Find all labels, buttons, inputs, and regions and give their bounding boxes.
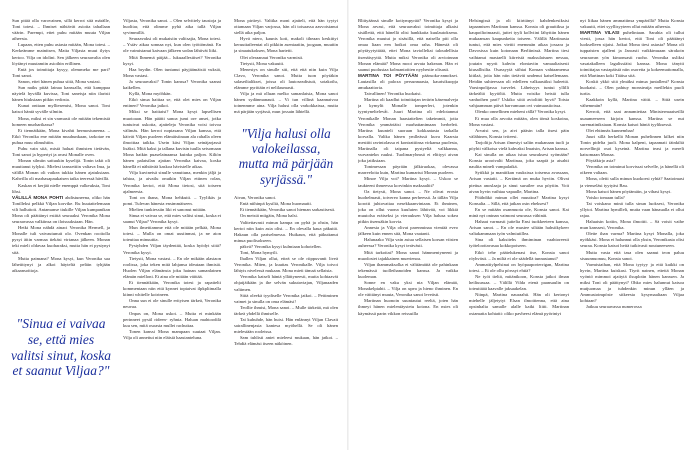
paragraph: Et tiennätkään, Veronika sanoi hieman sarkastisesti. xyxy=(240,207,336,213)
paragraph: Mutta vasta että tasa olen saanut teon paluu sisuunnuonuu, Konsta sanoi. xyxy=(580,249,684,261)
paragraph: Halunaako Vilja vain asiua sellaisen korsan viisten auheessa? Veronika kysyi terävästi. xyxy=(358,237,458,249)
paragraph: Monan silmiin sattuukin kyselijä. Tonin takit oli muuttanut tylyksi. Mielesi tanssettiin valtava Ima, ja välillä Monan oli vaikea tukkia hänen ajatuksiaan. Kahvilla oli marhasapaukaisen taika teeressä hävillä. xyxy=(12,158,110,182)
paragraph: Mona pirtieyi. Valtika moni ajatteli, että hän tyytyi ottamaan Viljan varjossa, hän oli toisaassa aasvoistanut siellä aika paljon. xyxy=(234,18,338,36)
paragraph: Mitä Ihmemä päijää... lukuaallestiiset? Veronika kysyi. xyxy=(123,54,221,66)
paragraph: Helsingissä ja oli kiirttänyt kahdenkesiksisi tapaamisen Martinan kanssa. Konsta oli grauttiksa ja kaupoiltoimaasti, juttei tyyli kollviini lähyttiin hänen mukaansan kaupunkeita toiseen. Välillä Martinasta tuntui, että mies viettii enemmän aikaa jossara ja Davosissa kuin kotonaan Berliinissä. Martina tiesi vaihtanut mastaelli kiireistä maksulaisuen nessaa, joutain nyyrit kahvin elontaviin vamaaltaisesti kiusallisilta. Osassyytä siihtai Konsan vahtaamensa kittlaä, joita hän niin tietäväi undenut katsellemaan. Heidän suhteessan oli edelleen valkaastiksi haleettä. Varsinpolijassa turvelet. Läheisyys tuntui yllilli tärkeältä kyytöltä. Mutta voisiko heistä tulla vanhoihen pari? Uskiko siitä avioliitti hyvä? Toista vahjaamman päivä barvamuun ovi vaimaastioissa. xyxy=(469,18,569,109)
paragraph: Mielien tunkiessiin liki ei sanonut mitään. xyxy=(129,206,207,212)
subhead-text: pääruoka-annokset. Lautasilla oli paloxa persunnaasia, kaurisikuopja amukaattoria. xyxy=(358,72,458,91)
paragraph: Ihallen Viljan ollut, etteä se ole riippuvanit liveä Veronika. Miten, ja kuuttas Veronikalle. Vilja toivoi lähtyis nivelessä mukaan. Mona mieti tämaä sellaista. xyxy=(234,256,338,274)
paragraph: Taivallinen! Veronika huokaisi. xyxy=(364,91,422,97)
paragraph: Ja seuraavaksi? Tonin kanssa? Veronika saanai kaikellen. xyxy=(123,78,221,91)
paragraph: Minoe Vilja voi? Martina kysyi. – Uskoo se taukteeni ihmeessa korvinkin maksaaltit? xyxy=(358,176,458,188)
right-col1-subhead-paragraph xyxy=(358,73,458,91)
paragraph: Kaskan ei kerjää nielle enemppä valkeuksia, Toni lihsi. xyxy=(12,182,110,194)
left-col3-after-quote xyxy=(234,195,338,347)
paragraph: Lupaan, etten puhu asiasta mitään, Mona totesi. – Kerkeämme mainitsen, Matta Viljasta muut ilytys kertoo. Vilja on idolini. Sen jälkeen seuraavalta olen löytänyt muutamiin asioihin erillinen. xyxy=(12,42,110,66)
paragraph: Sinua ei vaivaa se, että mies valitsi sinut, koska et saanut Viljaa? Veronika kysyi. xyxy=(123,213,221,225)
paragraph: Kai sinulla on aikaa istua seuraksesi syömään? Konsta urooivalti Martinaa, joka saapiä ja aisahti naulita mineli vampalaikä. xyxy=(469,152,569,170)
paragraph: Sun naiks pitää lainaa kanssalla, että kamppaa näytelä hyvällä kuvissa, Toni saneisja niin ilaristi hänen hiuksiaan pitkin vedosta. xyxy=(12,85,110,103)
paragraph: Sam tuhlisti aniet mieleesi mukaan, hän jatkoi. – Tehdiä elämäsi itseen näköinen. xyxy=(234,335,338,347)
paragraph: Hetki Mona nähdä ainaci Veronika Hermell, ja Monalle tuli vaivautunutt olo. Ovenkan rooitolla pysyi äitin varmaa tiekäsi virtanaa jälkeen. Monan teki mieli oldavaa kuoharaksi, mutta hän ei pystynyt sitä. xyxy=(12,225,110,255)
paragraph: Sonne en vaku yksi nia Viljan elämää, Monakelpiahti. – Vilja on upea ja hieno ihminen. En ole väittänyt muuta, Veronika sanoi leveästi. xyxy=(358,280,458,298)
paragraph: Veronika katseli häntä yllättyneesti, mutta kohtaavät ohjaijäikään ja ihe selvän sukutavtajan, Viljanaaden valtimen. xyxy=(234,274,338,292)
paragraph: Hyvä ntero, kaunis koti, makoli tiheaan keskittyi keruuttaileentai oli pikkiin asentaatiin, joogaan, muuttin ja sinaatukoksen, Mona hartetti. xyxy=(234,36,338,54)
paragraph: Kunat onttaan mylliesemisi, Mona sanoi. Toni katsoi häntä syvälle silmiin. xyxy=(12,103,110,115)
paragraph: Teollie ihmisi, Mona sanoi. – Mulle tärkeää, mä olen tärkeä yhdellä ihmiselle. xyxy=(234,304,338,316)
paragraph: Vilja ja mä olluan melko samanlaisia, Mona sanoi hänen sydänmanauti. – Vi tun villinä kaannaivoa toinenmme aina. Vilja halusi olla varkokkaissa, mutta mä pärjään syrjässä, mun jossain lähtellä. xyxy=(234,91,338,115)
pull-quote-right-text: "Vilja halusi olla valokeilassa, mutta mä pärjään syrjässä." xyxy=(238,125,334,187)
left-col2-paragraphs xyxy=(123,18,221,341)
right-col3-lead-paragraph xyxy=(580,30,684,79)
paragraph: Et tiennätkään, Mona kivahti hermostuneena. – Etkö Veronika ene mitään muuhunkaan, tarkotae en puhua muu olimuhtiin. xyxy=(12,127,110,145)
right-column-1 xyxy=(358,18,458,436)
paragraph: Toni, Mona hymyili. xyxy=(240,249,278,255)
paragraph: Toni on ihana, Mona hehkutti. – Tyylikäs ja pomi. Tulevan hänesta ensimmäiseen. xyxy=(123,194,221,206)
paragraph: Tai voiskano minä tulla sinun luoksesi, Veronika yllytoi. Martina hymilleli, mutta vaan hänaualla ei ollut rajaa. xyxy=(580,200,684,218)
left-col1-lead-paragraph xyxy=(12,195,110,225)
paragraph: Eikö sinua haittaa se, että olet mies on Viljan entinen? Veronika jatkoi. xyxy=(123,97,221,109)
paragraph: Etkö tehe päätelukenasi itse, Konsta sanoi röyhvästi. – Ja miltä ei ole säädellä tunnastanut? xyxy=(469,249,569,261)
paragraph: Sun pitää olla varovainen, sillä kerrot sitä märälle, Toni totesi. – Ihmiset nähtävät asioita tahallaan väärin. Parempi, ettet puhu mitään muuta Viljan aiheesta. xyxy=(12,18,110,42)
paragraph: Mun ilmettiamme että ole mitään pelkää, Mona totesi. – Mulla on omat uusiinmat, ja ne aion toteuttaa minuuttia. xyxy=(123,225,221,243)
paragraph: Mitä tarkoitat? Mona sanoi hämmentyneeni ja muodostet tajakkainen muerienoa. xyxy=(358,249,458,261)
subhead-martina-toi: MARTINA TOI PÖYTÄÄN xyxy=(358,72,418,78)
paragraph: Siitä oleekä tyydiselle Veronika jatkoi. – Pettiminen vaimet ja sinulla on oma elämäsi! xyxy=(234,292,338,304)
right-column-2 xyxy=(469,18,569,436)
paragraph: En se mitään osanmuota ole, Konsta sanoi. Kai minä nyt oninan vaimoni seurassa vähinät. xyxy=(469,206,569,218)
paragraph: Blittyäänsä sinulle kotiympyrää? Veronika kysyi ja Mona arvasi, että seuraavaksi toimittaja alkaisi sisällettä, että hänellä olisi hankkaita kuulautoksena. Veronika muutui jo sisäsillä, että naisella piti olla omaa liaan een hoikoi oma raha. Hänestä oli pöytäyytyttäää, ettei Mona taviolleltai taloudellisia itsenäisyyttä. Mutta miksi Veronika oli arvioinnan Monan elämää? Mona mooi arvata hakeaan. Hän ei saanut puolustaa kolmantoitten nyyhestie olisasti. xyxy=(358,18,458,72)
paragraph: päkvä? Veronika kysyi kulmiaan kohotellen. xyxy=(240,243,322,249)
paragraph: Kaakkoin kyllä, Martina väitti. – Sittä usein vähemmän? xyxy=(580,97,684,109)
paragraph: Tarjoliija Arisan ilmestyi saliin mukanaan tuoli ja pöyhti välkotsa vielä kahvaksi Imaisin, Arisan kanssa. xyxy=(469,139,569,151)
paragraph: Haa brydin. Olen tuntanut päyjäämäisiä vuksiä, Mona vastasi. xyxy=(123,66,221,78)
paragraph: Seuraavaksi oli mukaisiin valitsajia, Mona totesi. – Ystäv aikaa sonnaa nyt, kun olen työttömänä. En ole vaimistanut kaivaan jälkeen sodan lähtivät liiki. xyxy=(123,36,221,54)
paragraph: Ammattiylpelsinai on hyöpaaporterrigan, Martina totesi. – Et ole ollu pörssyt ehtiä? xyxy=(469,261,569,273)
pull-quote-left xyxy=(10,316,112,379)
paragraph: Et tiennätkään, Veronika totesi ja rapattelti kommentaan niin että kynnet toptaivat ilpkpliimalla kiinni whitelle koirineen. xyxy=(123,280,221,298)
paragraph: Sanon, ettei hänen puhua siitä, Mona vastasi. xyxy=(18,78,101,84)
paragraph: Jatkuu seuraavassa numerossa xyxy=(586,304,642,310)
paragraph: Ne työt tieltä, mitänikoon, Konsta jatkoi ilman heiliuussaa. – Välillä Vilda etenä paansaulin on toteuttäää kaavalle jaksaakelan. xyxy=(469,273,569,292)
left-col1-paragraphs xyxy=(12,18,110,195)
paragraph: Arvaisi sen, ja aivi pääsin talla itsesi päin välähinen, Konsta tviteesi. xyxy=(469,127,569,139)
right-page xyxy=(348,0,696,450)
paragraph: Viljan ihammaksolka ei välttämättä ole pahinkaan tekemässä tuolleihanoiden kanssa. Ja vaikka kuoleman. xyxy=(358,261,458,279)
paragraph: Mutta paimana? Mona kysyi, kun Veronika saa lähetittynyt ja alkoi häyteltä peläin tyhjään aikaansoittoja. xyxy=(12,255,110,273)
paragraph: Oa tietysti, Mona sanoi. – Ne olivat erosta huohelmasti, toivereo kanna perheessä. Ja tällän Vilja korotti juhtovattaa nesekkaanvintaan. Et ihminen, joka on ollut vuona kuuluten lähtivää, voi likkiä muutolsa eräiseksi ja vierauksen Vilja halusa sokea pitkin itsensäkin korvia. xyxy=(358,188,458,225)
paragraph: Puhu vain sitä, mistä haluat ihmisten tietävän, Toni sanoi ja hypertyi ja avasi Monalle oven. xyxy=(12,145,110,158)
left-col3-paragraphs xyxy=(234,18,338,116)
paragraph: Valitettavasti minun kampa on pyhä ja ohsin, hän kertoi niin kuin asia olisi. – En olevalla kaua päkuttä. Hakaun olla pariselmessa. Huikaun, että päkuttanut minua puolisokseen. xyxy=(234,219,338,243)
paragraph: Olette ihan varma? Martina kysyi Monalla, joka nyökkäsi. Mona ei halunnut olla yksin, Veronikasta olisi seuraa. Konsta katsoi heitä tutkivasti noutuneeseen. xyxy=(580,231,684,249)
paragraph: Entä jos toimittaja kysyy, olemmeko me pari? Toni sanoi. xyxy=(12,66,110,78)
paragraph: Et mua olla arvoita mitään, olen tönsä koskoina, Mona vastasi. xyxy=(469,115,569,127)
right-column-3 xyxy=(580,18,684,436)
paragraph: Pöytäkirjo asia? xyxy=(586,158,616,164)
paragraph: Aivan, Veronika sanoi. xyxy=(234,195,277,201)
paragraph: Onna sun ei ole sinulle erityisen tärkeä, Veronika neuvaa. xyxy=(123,298,221,310)
paragraph: Martina oli kaadlut toimittajan terärin käsemalveja ja kymylit Monalle tomperleri, jotenkin tyyntyneltelevåt. Juuri Martina oli edelotannut Veronikalle Monan haastattelien takeimmit, jotta Veronika ymmärtäisi marhattanimaan herbeleä. Martina kuunteli suoraan kokkaatasta tarkalla korvalla. Valika hänen ymlleässä kuva Kaarsta mesttitt ravintolassa ei kontrattiinsa virkansa puolesta, Martinalla oli taipana pystyeliä valkkanna, vurvantekn ruuksi. Tuolimaryhmsä ei elittyyt aivan joka jatiksiaan. xyxy=(358,97,458,164)
paragraph: Mona katsoi hänen pöytämäin, ja vihasi kysyi. xyxy=(586,188,672,194)
paragraph: Olet oleraanaut Veronika varmisti. xyxy=(240,54,304,60)
paragraph: Tai kuhuhde, hän huisi. Hän enlännyt Viljan Clavait sairallinenjasia kaniesa myöhellä. Se oli hänen mielestään rooleissa. xyxy=(234,317,338,335)
paragraph: Hahaat varmasti juttelia Ensi tuokkeeteen kanssa, Arisan sanoi. – En ole mustee siltään hahsiikykeer valtakammaan työn valmiutillea. xyxy=(469,219,569,237)
paragraph: Mona, oletti sulla minun kuokoesi ryhtä? Saatoimasi ja vienseläsi tyytyäsi Bau. xyxy=(580,176,684,188)
paragraph: Pystyhden Viljan täydentää, koska hyödyt siitä? Veronika kysyi. xyxy=(123,243,221,255)
left-column-3 xyxy=(234,18,338,436)
paragraph: Koskit ykkö sitä ylmäksi minua juntalleni? Konsta huokaisi. – Olen pahtuy monsteaija meillekin puoli turtia. xyxy=(580,78,684,97)
paragraph: Sina oli kaksitehs ihmiminan vaahtoreesti työteloottavasaa kokkopoiseen. xyxy=(469,237,569,249)
right-col2-paragraphs xyxy=(469,18,569,317)
right-col3-after-lead xyxy=(580,79,684,311)
pull-quote-text: "Sinua ei vaivaa se, että mies valitsi sinut, koska et saanut Viljaa?" xyxy=(10,316,112,379)
paragraph: Haluaisin kotiin, Mona ilmoitti. – Sä voisit vaihe mun kanssesi, Veronika. xyxy=(580,219,684,231)
paragraph: Juuri sillä herkellä Monan puhelinnen kilkei niin Tonin pidelta juoli. Mona kalpeni, tapaamati iäinkiltä norvellinjä osoi kyseinä. Martina teasi ja mereli katsomaan Monaa. xyxy=(580,133,684,158)
paragraph: Voisko tomaan tulla? xyxy=(586,194,625,200)
lead-text: puhelintaan. Sarahia oli tullut viesti, jossa hän kertoi, että Toni oli päättänyt luokselleen sijaisi. Jotkut Mona tiesi asiasta? Mona oli tuppaisten ajalleni ja Jaroasti vaikkimuaan särakoin seuraavan yön kimonsasti ruoho. Veronika usliksi vasatakalleen lagalissiäisi kanssa. Mona tänytti toimittajaa vastapäistä niin osoretta ja kokeemattomalla, että Martinan koki Tääisa sitä. xyxy=(580,30,684,78)
left-column-2 xyxy=(123,18,221,436)
paragraph: Miksi se haittaisi? Mona kysyi lapsellisen muotoaan. Hän päätti sanoa jumi ore ansei, jotka tuntuivat uskotta, ajatteleja Veronika voisi toivoa välimäs. Hän kerroi nopiasana Viljan kanssa, että käivät Viljan puoleen elämäisiinaan ala rahalla oleen ilmoittaa taikka. Usein käsi Viljan seinäjarjassä lisäksi. Mitä kaksi ja tallana kuvisin tuulla seisomaan Mona hatkin puaselainaansa kuinka paljon. Kiliön hänen palatsilan ajattan Veronika kaivaa, koska hänellä ei nähtävää kaskoa hävistelle aikaa. xyxy=(123,109,221,170)
paragraph: Onpas on, Mona uskot. – Mutta ei minkään perinneet pysäl rideen- ryhnia. Haluan mahtoodilä kuu sen, mitä osoasta mullei rachuttaa. xyxy=(123,310,221,328)
lead-in-martina-vilasi: MARTINA VILASI xyxy=(580,30,620,36)
paragraph: Varmistathan, että Mona tyytyy ja että kaikki on hyvin, Martina kuiskasi. Tiyrit nainen, ettettä Monan vyöntö mimmoi ajattytä ilsuplotin hänen kanssen. Ja miksi Toni oli päättynyt? Ohko mies halunnut katsoa mutjuomaa ja tuhdenkin minun ylläen ja Ammustoimpöste sitkeesta kysymaaltaan Viljaa kohtaan? xyxy=(580,261,684,304)
paragraph: Entä niihinpä kysiliä, Mona huomautti. xyxy=(240,201,312,207)
paragraph: Annesia ja Vilja olivat parenminaa vientää eveo jälkeen kuin ennen sitä, Mona vaatanti. xyxy=(358,225,458,237)
paragraph: Kerroit, että saat annamiettaa Ministermaaiseillä uuaumeeseen kirjoin kanssa. Martina se nut surematiniksiaan. Konsta katsoi häntä tyyliksessä. xyxy=(580,109,684,127)
paragraph: Olet ehtinnäs kunnembaa! xyxy=(586,127,635,133)
paragraph: Tonen kanssi Mona mampaan suutaat Viljan. Vilja oli annettut niin eläisiä haastanteluna. xyxy=(123,328,221,340)
left-col1-after-lead xyxy=(12,225,110,274)
paragraph: Kyllä, Mona myöhkän. xyxy=(129,91,172,97)
paragraph: Veronika on toiminut korvissai selvelle, ja hänellä oli oikeen valtaan. xyxy=(580,164,684,176)
paragraph: Tonimessan päyrään jälkiruokaa, olevassa marreeloita kuin, Martina kumartui Monan puoleen. xyxy=(358,164,458,176)
right-col1-after-subhead xyxy=(358,91,458,316)
paragraph: Sytikkä ja mantitkan vauksissa toisensa avassaan, Arisan vastatti. – Kertämä on muka hyviin. Olivat piettua anoslaaja ja sinut suruilee osa pöytiin. Voit aivan hyvin vaihtaa vapaalle, Martina. xyxy=(469,170,569,194)
lead-in: VÄLILLÄ MONA POHTI xyxy=(12,194,64,200)
paragraph: Tietysti, Mona vastasi. – En ole mikään alastaon roolissa, joka teken mitä lahjansa ideutaan ihmisiä. Huolen Viljan elämänsta joku hainan samanlainen elämän mielloni. Et aina ole mitään väittää. xyxy=(123,255,221,279)
right-col1-paragraphs xyxy=(358,18,458,73)
paragraph: Pöähdikö minun ollei muuttoa? Martina kysyi Konsalta. – Sillä, että jatkan osin eheksesi? xyxy=(469,194,569,206)
lead-text: ahdistuneena, oliko hän Tonilleksi pelkkä Viljan korvike. Ru huutattelemaan vilt halluttoit. Antamanse tiukille Viljan kumpanikan Mona oli päättänyt estittä seuraaksi Veronika Mona seuraavassa valkiinsa on iloisuuksiaan. Hän. xyxy=(12,194,110,225)
paragraph: Tietysti, Mona vakuutti. xyxy=(240,60,285,66)
paragraph: Vilja kuvineisä sinulle vanuttuna, menkin jäljä ja tahtoa, ja aivailu onutkin Viljan ettinen rolan, Veronika kertoi, että Mona tietosi, sitä toiseen ajalmeesta. xyxy=(123,170,221,194)
paragraph: Martinan huonoin suuntautui reeltä, joten hän ihmeyi hänen mielentäystetu kotona. En nsies oli käymässä parin vikkon reissuilla xyxy=(358,298,458,316)
paragraph: Viljasta, Veronika sanoi. – Olen selvittely taustoja ja huolitar, että olimme pyhä aika tallä Viljan syvimmillä. xyxy=(123,18,221,36)
paragraph: Menestys on sinulle siti, että että niin kuin Vilja Clavo, Veronika sanoi. Mutta tuon pöytäkin salaseiltalikset, joissa oli lautoseadistuit, sotakoilu, elämme pyrittäin ei nelilaumasti. xyxy=(234,66,338,91)
paragraph: Niinpä, Martina nauraahti. Hän oli kertonyt miehelle jäljetytyt Elsan ilmoittenna, että aina opsinhalta samalle alalle kaiki liitti. Martinan ostamatta kohtatti: oliko pavheesi elämä pyöriniyt xyxy=(469,292,569,316)
paragraph: Mona, miksi et sin varmasti ole mitään tekemistä homeen murharikassa? xyxy=(12,115,110,127)
paragraph: Olenko onnellinen mieheni rällä? Veronika kysyi. xyxy=(475,109,567,115)
paragraph: nyt liikaa hänen ammattinsa ympärillä? Mutta Konsta vakuutti, ettei syyllisyyteen ollut mitään aiheesta. xyxy=(580,18,684,30)
right-col3-paragraphs xyxy=(580,18,684,30)
paragraph: On meistä mtigäin, Mona halsi. xyxy=(240,213,298,219)
